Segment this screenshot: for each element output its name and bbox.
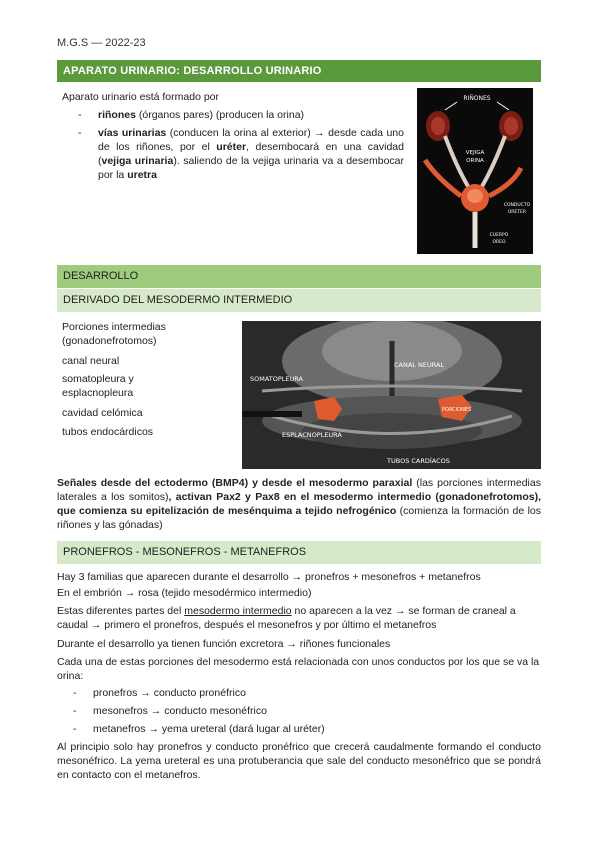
bullet-vias-bold3: vejiga urinaria: [101, 155, 174, 167]
label-canal-neural: CANAL NEURAL: [394, 361, 445, 369]
label-oreo: OREO: [492, 240, 506, 245]
list-porciones: Porciones intermedias (gonadonefrotomos): [62, 321, 166, 347]
signals-paragraph: [57, 476, 541, 532]
bullet-vias-t3: ). saliendo de la vejiga urinaria va a desembocar por la: [98, 155, 404, 181]
embryo-illustration: [242, 321, 541, 469]
bullet-vias-t2: , desembocará en una cavidad (: [98, 141, 404, 167]
bullet-vias-t1: (conducen la orina al exterior) → desde cada uno de los riñones, por el: [98, 127, 404, 153]
list-tubos: tubos endocárdicos: [62, 426, 154, 438]
label-orina: ORINA: [466, 158, 484, 164]
embryo-section-photo: [242, 321, 541, 469]
para-principio: Al principio solo hay pronefros y conducto pronéfrico que crecerá caudalmente formando el conducto mesonéfrico. La yema ureteral es una protuberancia que sale del conducto mesonéfrico que se pondrá en contacto con el metanefros.: [57, 741, 541, 781]
para-familias: Hay 3 familias que aparecen durante el desarrollo → pronefros + mesonefros + metanefros: [57, 571, 481, 583]
para-excretora: Durante el desarrollo ya tienen función excretora → riñones funcionales: [57, 638, 391, 650]
signals-bold1: Señales desde del ectodermo (BMP4) y desde el mesodermo paraxial: [57, 477, 413, 489]
bullet-vias-bold4: uretra: [127, 169, 157, 181]
list-canal: canal neural: [62, 355, 120, 367]
urinary-illustration: [417, 88, 533, 254]
para-craneal-a: Estas diferentes partes del: [57, 605, 185, 617]
list-cavidad: cavidad celómica: [62, 407, 143, 419]
subsection-title-pronefros: PRONEFROS - MESONEFROS - METANEFROS: [57, 541, 541, 564]
label-esplacnopleura: ESPLACNOPLEURA: [282, 431, 342, 439]
list-item-pronefros-text: pronefros → conducto pronéfrico: [93, 687, 246, 699]
label-ureter: ÚRETER: [508, 210, 526, 215]
intro-text: Aparato urinario está formado por: [62, 91, 220, 103]
label-tubos-cardiacos: TUBOS CARDÍACOS: [387, 457, 450, 465]
signals-bold2: , activan Pax2 y Pax8 en el mesodermo intermedio (gonadonefrotomos), que comienza su epitelización de mesénquima a tejido nefrogénico: [57, 491, 542, 517]
signals-text2: (comienza la formación de los riñones y las gónadas): [57, 505, 541, 531]
bullet-vias-bold2: uréter: [216, 141, 247, 153]
label-cuerpo: CUERPO: [489, 233, 509, 238]
label-conducto: CONDUCTO: [503, 203, 531, 208]
list-item-metanefros-text: metanefros → yema ureteral (dará lugar al uréter): [93, 723, 325, 735]
list-somato: somatopleura y esplacnopleura: [62, 373, 134, 399]
subsection-title-mesodermo: DERIVADO DEL MESODERMO INTERMEDIO: [57, 289, 541, 312]
bullet-vias-bold1: vías urinarias: [98, 127, 167, 139]
section-title-urinario: APARATO URINARIO: DESARROLLO URINARIO: [57, 60, 541, 82]
bullet-rinones: - riñones (órganos pares) (producen la orina): [78, 109, 305, 121]
label-vejiga: VEJIGA: [465, 150, 485, 156]
bullet-rinones-text: (órganos pares) (producen la orina): [135, 109, 305, 121]
para-craneal-b: no aparecen a la vez → se forman de craneal a caudal → primero el pronefros, después el mesonefros y por último el metanefros: [57, 605, 516, 631]
label-porciones-red: PORCIONES: [442, 407, 472, 413]
label-rinones: RIÑONES: [463, 95, 491, 102]
para-embrion: En el embrión → rosa (tejido mesodérmico intermedio): [57, 587, 312, 599]
list-item-mesonefros-text: mesonefros → conducto mesonéfrico: [93, 705, 267, 717]
para-conductos: Cada una de estas porciones del mesodermo está relacionada con unos conductos por los que se va la orina:: [57, 656, 540, 682]
urinary-photo: [417, 88, 533, 254]
para-craneal-caudal: [57, 604, 541, 632]
signals-text1: (las porciones intermedias laterales a los somitos): [57, 477, 541, 503]
para-craneal-underline: mesodermo intermedio: [184, 605, 292, 617]
bullet-vias: - vías urinarias (conducen la orina al exterior) → desde cada uno de los riñones, por el uréter, desembocará en una cavidad (vejiga urinaria). saliendo de la vejiga urinaria va a desembocar por la uretra: [78, 127, 404, 181]
page-header: M.G.S — 2022-23: [57, 37, 146, 49]
list-item-pronefros: - pronefros → conducto pronéfrico: [73, 687, 246, 699]
list-item-metanefros: - metanefros → yema ureteral (dará lugar al uréter): [73, 723, 325, 735]
section-title-desarrollo: DESARROLLO: [57, 265, 541, 288]
list-item-mesonefros: - mesonefros → conducto mesonéfrico: [73, 705, 267, 717]
label-somatopleura: SOMATOPLEURA: [250, 375, 303, 383]
bullet-rinones-bold: riñones: [98, 109, 136, 121]
